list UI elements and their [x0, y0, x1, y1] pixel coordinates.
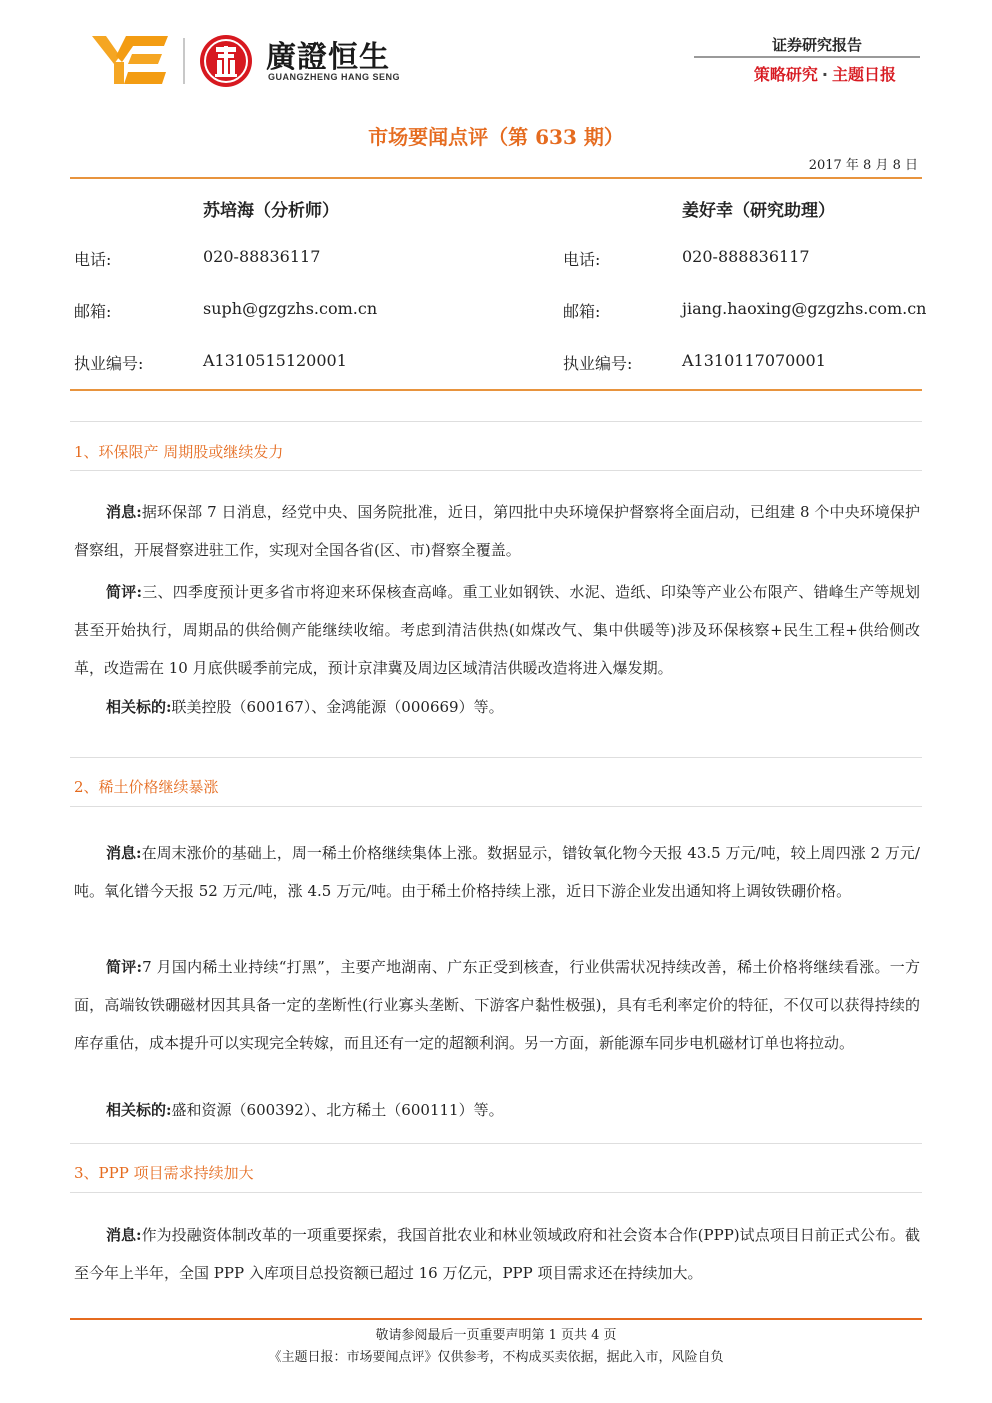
header-rule [694, 56, 920, 58]
section-3-news [74, 1216, 920, 1292]
document-date: 2017 年 8 月 8 日 [808, 158, 918, 173]
analyst-top-rule [70, 177, 922, 179]
section-1-comment [74, 573, 920, 687]
logo-divider [183, 38, 185, 84]
section-2-news-text: 在周末涨价的基础上，周一稀土价格继续集体上涨。数据显示，镨钕氧化物今天报 43.5 万元/吨，较上周四涨 2 万元/吨。氧化镨今天报 52 万元/吨，涨 4.5 万元/吨。由于稀土价格持续上涨，近日下游企业发出通知将上调钕铁硼价格。 [74, 844, 920, 900]
section-1-bottom-rule [70, 470, 922, 471]
section-2-top-rule [70, 757, 922, 758]
analyst-right-phone-label: 电话: [563, 250, 601, 269]
section-2-comment-label: 简评: [106, 958, 143, 976]
section-1-heading: 1、环保限产 周期股或继续发力 [74, 443, 284, 461]
section-2-related-label: 相关标的: [106, 1101, 172, 1119]
seal-logo-icon [198, 33, 254, 89]
analyst-bottom-rule [70, 389, 922, 391]
section-3-bottom-rule [70, 1192, 922, 1193]
section-2-news [74, 834, 920, 910]
analyst-right-phone: 020-888836117 [682, 247, 810, 266]
section-3-news-text: 作为投融资体制改革的一项重要探索，我国首批农业和林业领域政府和社会资本合作(PPP)试点项目日前正式公布。截至今年上半年，全国 PPP 入库项目总投资额已超过 16 万亿元，PPP 项目需求还在持续加大。 [74, 1226, 920, 1282]
report-category-right: 主题日报 [831, 65, 896, 84]
document-title: 市场要闻点评（第 633 期） [368, 125, 624, 149]
analyst-left-email-label: 邮箱: [74, 302, 112, 321]
section-1-news-text: 据环保部 7 日消息，经党中央、国务院批准，近日，第四批中央环境保护督察将全面启动，已组建 8 个中央环境保护督察组，开展督察进驻工作，实现对全国各省(区、市)督察全覆盖。 [74, 503, 920, 559]
brand-name-cn: 廣證恒生 [266, 40, 390, 75]
section-1-related-text: 联美控股（600167）、金鸿能源（000669）等。 [171, 698, 504, 716]
report-type: 证券研究报告 [771, 36, 862, 54]
section-2-comment-text: 7 月国内稀土业持续“打黑”，主要产地湖南、广东正受到核查，行业供需状况持续改善，稀土价格将继续看涨。一方面，高端钕铁硼磁材因其具备一定的垄断性(行业寡头垄断、下游客户黏性极强)，具有毛利率定价的特征，不仅可以获得持续的库存重估，成本提升可以实现完全转嫁，而且还有一定的超额利润。另一方面，新能源车同步电机磁材订单也将拉动。 [74, 958, 920, 1052]
analyst-right-name: 姜好幸（研究助理） [682, 201, 835, 221]
analyst-right-license: A1310117070001 [682, 351, 826, 370]
section-1-comment-label: 简评: [106, 583, 143, 601]
section-1-top-rule [70, 421, 922, 422]
section-2-bottom-rule [70, 806, 922, 807]
section-1-related-label: 相关标的: [106, 698, 172, 716]
analyst-left-email[interactable]: suph@gzgzhs.com.cn [203, 299, 378, 318]
analyst-right-email-label: 邮箱: [563, 302, 601, 321]
report-category [754, 62, 896, 85]
analyst-right-license-label: 执业编号: [563, 354, 633, 373]
section-3-heading: 3、PPP 项目需求持续加大 [74, 1164, 254, 1182]
analyst-left-license: A1310515120001 [203, 351, 347, 370]
analyst-right-email[interactable]: jiang.haoxing@gzgzhs.com.cn [682, 299, 927, 318]
analyst-left-license-label: 执业编号: [74, 354, 144, 373]
section-2-related-text: 盛和资源（600392）、北方稀土（600111）等。 [171, 1101, 504, 1119]
brand-name-en: GUANGZHENG HANG SENG [268, 72, 401, 82]
section-2-related [74, 1091, 920, 1129]
analyst-left-phone-label: 电话: [74, 250, 112, 269]
section-1-news [74, 493, 920, 569]
report-category-dot: · [821, 65, 828, 84]
section-2-heading: 2、稀土价格继续暴涨 [74, 778, 219, 796]
footer-rule [70, 1318, 922, 1320]
analyst-left-name: 苏培海（分析师） [203, 201, 339, 221]
section-1-related [74, 688, 920, 726]
section-3-top-rule [70, 1143, 922, 1144]
section-3-news-label: 消息: [106, 1226, 142, 1244]
report-category-left: 策略研究 [753, 65, 818, 84]
section-1-comment-text: 三、四季度预计更多省市将迎来环保核查高峰。重工业如钢铁、水泥、造纸、印染等产业公布限产、错峰生产等规划甚至开始执行，周期品的供给侧产能继续收缩。考虑到清洁供热(如煤改气、集中供暖等)涉及环保核察+民生工程+供给侧改革，改造需在 10 月底供暖季前完成，预计京津冀及周边区域清洁供暖改造将进入爆发期。 [74, 583, 920, 677]
footer-page-info: 敬请参阅最后一页重要声明第 1 页共 4 页 [375, 1328, 617, 1343]
section-2-news-label: 消息: [106, 844, 142, 862]
ye-logo-icon [92, 32, 168, 88]
footer-disclaimer: 《主题日报：市场要闻点评》仅供参考，不构成买卖依据，据此入市，风险自负 [268, 1350, 724, 1365]
analyst-left-phone: 020-88836117 [203, 247, 321, 266]
section-2-comment [74, 948, 920, 1062]
section-1-news-label: 消息: [106, 503, 142, 521]
